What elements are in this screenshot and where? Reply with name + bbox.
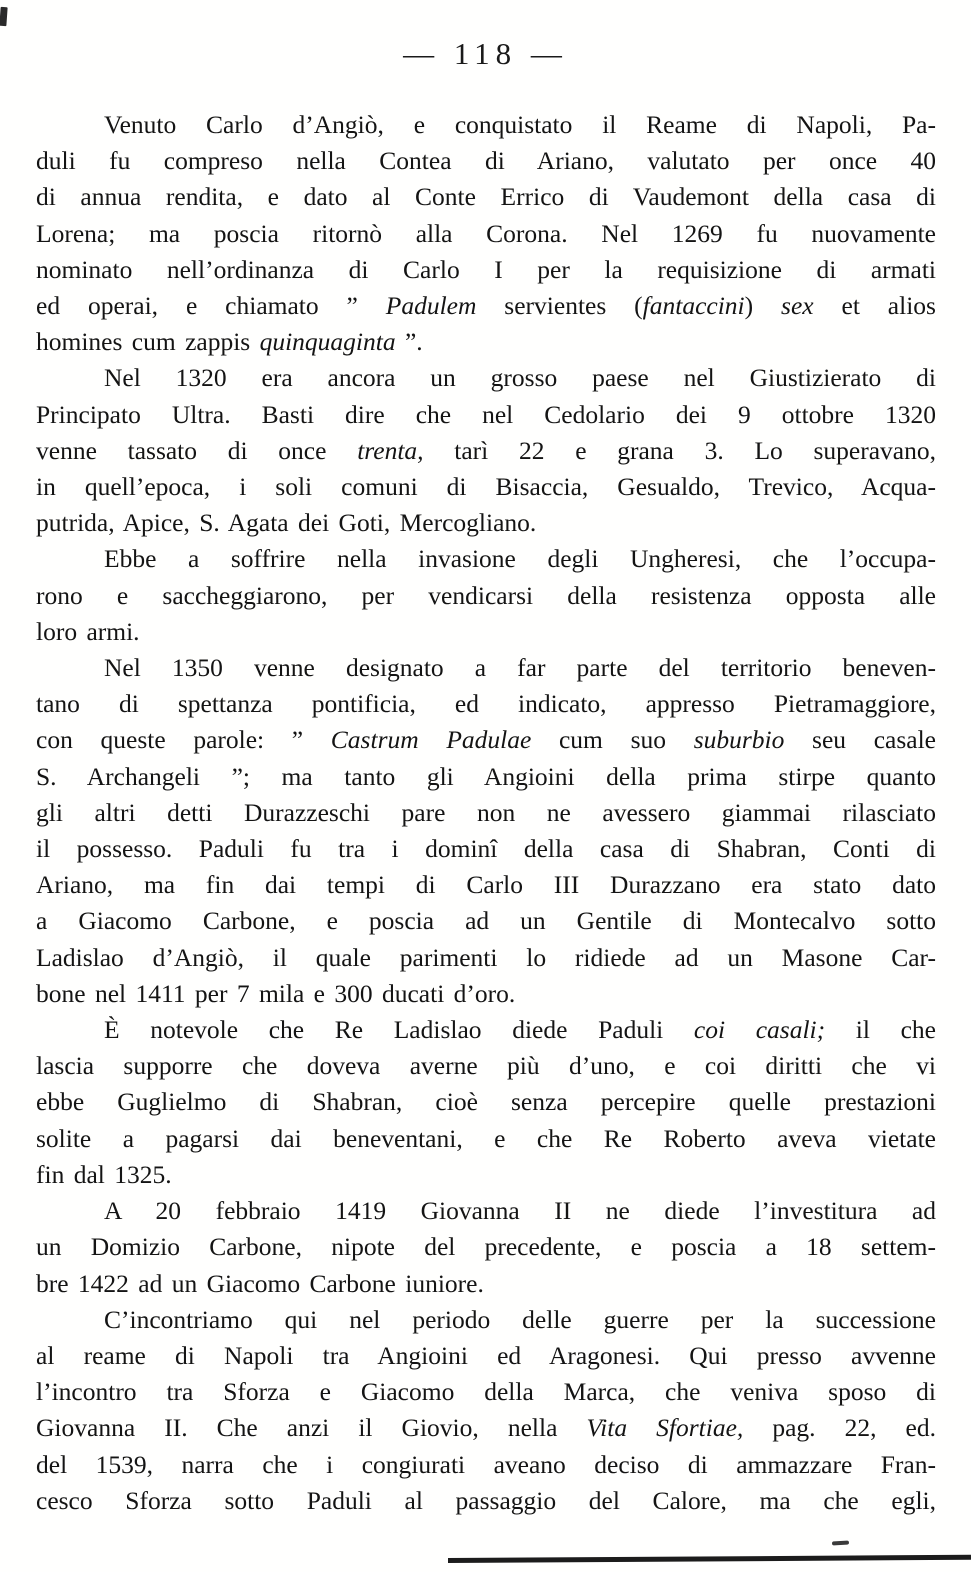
- text-segment: fin dal 1325.: [36, 1159, 172, 1189]
- text-segment: putrida, Apice, S. Agata dei Goti, Mercogliano.: [36, 508, 537, 538]
- italic-text-segment: Vita Sfortiae,: [586, 1413, 744, 1443]
- text-segment: gli altri detti Durazzeschi pare non ne avessero giammai rilasciato: [36, 797, 936, 827]
- text-segment: cum suo: [531, 725, 694, 755]
- text-line: [36, 903, 936, 939]
- text-segment: nominato nell’ordinanza di Carlo I per la requisizione di armati: [36, 254, 936, 284]
- text-line: [36, 143, 936, 179]
- text-segment: ): [744, 291, 782, 321]
- text-line: [36, 1302, 936, 1338]
- text-segment: servientes (: [476, 291, 643, 321]
- text-segment: solite a pagarsi dai beneventani, e che Re Roberto aveva vietate: [36, 1123, 936, 1153]
- text-line: [36, 469, 936, 505]
- text-segment: homines cum zappis: [36, 327, 260, 357]
- text-segment: S. Archangeli ”; ma tanto gli Angioini della prima stirpe quanto: [36, 761, 936, 791]
- text-segment: il che: [825, 1015, 936, 1045]
- text-line: [36, 505, 936, 541]
- text-segment: lascia supporre che doveva averne più d’uno, e coi diritti che vi: [36, 1051, 936, 1081]
- footnote-rule: [448, 1555, 971, 1563]
- text-segment: venne tassato di once: [36, 435, 358, 465]
- text-segment: C’incontriamo qui nel periodo delle guerre per la successione: [104, 1304, 936, 1334]
- text-line: [36, 1012, 936, 1048]
- text-line: [36, 722, 936, 758]
- italic-text-segment: Padulem: [385, 291, 477, 321]
- text-line: [36, 179, 936, 215]
- text-segment: Lorena; ma poscia ritornò alla Corona. Nel 1269 fu nuovamente: [36, 218, 936, 248]
- text-line: [36, 1048, 936, 1084]
- italic-text-segment: Castrum Padulae: [330, 725, 532, 755]
- text-segment: in quell’epoca, i soli comuni di Bisaccia, Gesualdo, Trevico, Acqua-: [36, 472, 936, 502]
- text-line: [36, 1338, 936, 1374]
- text-line: [36, 1374, 936, 1410]
- text-segment: seu casale: [784, 725, 937, 755]
- text-line: [36, 650, 936, 686]
- text-segment: del 1539, narra che i congiurati aveano deciso di ammazzare Fran-: [36, 1449, 936, 1479]
- text-line: [36, 216, 936, 252]
- text-segment: un Domizio Carbone, nipote del precedente, e poscia a 18 settem-: [36, 1232, 936, 1262]
- text-segment: A 20 febbraio 1419 Giovanna II ne diede l’investitura ad: [104, 1196, 936, 1226]
- text-line: [36, 578, 936, 614]
- text-line: [36, 433, 936, 469]
- italic-text-segment: sex: [781, 291, 814, 321]
- text-segment: Ariano, ma fin dai tempi di Carlo III Durazzano era stato dato: [36, 870, 936, 900]
- text-segment: tano di spettanza pontificia, ed indicato, appresso Pietramaggiore,: [36, 689, 936, 719]
- text-line: [36, 252, 936, 288]
- scan-artifact-dash: [832, 1541, 849, 1546]
- text-line: [36, 686, 936, 722]
- text-segment: di annua rendita, e dato al Conte Errico di Vaudemont della casa di: [36, 182, 936, 212]
- text-line: [36, 360, 936, 396]
- text-line: [36, 1483, 936, 1519]
- text-segment: È notevole che Re Ladislao diede Paduli: [104, 1015, 694, 1045]
- text-line: [36, 1229, 936, 1265]
- text-segment: Ladislao d’Angiò, il quale parimenti lo ridiede ad un Masone Car-: [36, 942, 936, 972]
- text-line: [36, 940, 936, 976]
- text-line: [36, 867, 936, 903]
- italic-text-segment: coi casali;: [693, 1015, 826, 1045]
- page-number: — 118 —: [403, 36, 568, 71]
- text-line: [36, 397, 936, 433]
- text-segment: Nel 1350 venne designato a far parte del territorio beneven-: [104, 653, 936, 683]
- text-line: [36, 1193, 936, 1229]
- italic-text-segment: trenta,: [357, 435, 424, 465]
- scan-artifact-ink-mark: [0, 7, 8, 26]
- text-line: [36, 795, 936, 831]
- text-line: [36, 976, 936, 1012]
- italic-text-segment: suburbio: [693, 725, 785, 755]
- text-segment: cesco Sforza sotto Paduli al passaggio del Calore, ma che egli,: [36, 1485, 936, 1515]
- text-segment: duli fu compreso nella Contea di Ariano, valutato per once 40: [36, 146, 936, 176]
- body-text: [36, 107, 936, 1519]
- text-line: [36, 759, 936, 795]
- text-segment: l’incontro tra Sforza e Giacomo della Marca, che veniva sposo di: [36, 1377, 936, 1407]
- text-segment: ebbe Guglielmo di Shabran, cioè senza percepire quelle prestazioni: [36, 1087, 936, 1117]
- text-segment: tarì 22 e grana 3. Lo superavano,: [423, 435, 937, 465]
- text-line: [36, 1266, 936, 1302]
- text-line: [36, 324, 936, 360]
- text-segment: bone nel 1411 per 7 mila e 300 ducati d’oro.: [36, 978, 516, 1008]
- text-line: [36, 1410, 936, 1446]
- italic-text-segment: quinquaginta: [259, 327, 396, 357]
- text-line: [36, 1084, 936, 1120]
- text-segment: pag. 22, ed.: [743, 1413, 936, 1443]
- italic-text-segment: fantaccini: [642, 291, 745, 321]
- text-segment: Principato Ultra. Basti dire che nel Cedolario dei 9 ottobre 1320: [36, 399, 936, 429]
- text-line: [36, 541, 936, 577]
- text-segment: Ebbe a soffrire nella invasione degli Ungheresi, che l’occupa-: [104, 544, 936, 574]
- text-segment: et alios: [813, 291, 936, 321]
- text-segment: Venuto Carlo d’Angiò, e conquistato il Reame di Napoli, Pa-: [104, 110, 936, 139]
- text-segment: con queste parole: ”: [36, 725, 331, 755]
- text-segment: Giovanna II. Che anzi il Giovio, nella: [36, 1413, 587, 1443]
- text-segment: ”.: [395, 327, 423, 357]
- text-line: [36, 1121, 936, 1157]
- text-line: [36, 107, 936, 143]
- text-segment: il possesso. Paduli fu tra i dominî della casa di Shabran, Conti di: [36, 834, 936, 864]
- text-segment: bre 1422 ad un Giacomo Carbone iuniore.: [36, 1268, 484, 1298]
- text-line: [36, 831, 936, 867]
- text-segment: ed operai, e chiamato ”: [36, 291, 386, 321]
- text-segment: al reame di Napoli tra Angioini ed Aragonesi. Qui presso avvenne: [36, 1340, 936, 1370]
- text-segment: loro armi.: [36, 616, 140, 646]
- text-segment: a Giacomo Carbone, e poscia ad un Gentile di Montecalvo sotto: [36, 906, 936, 936]
- text-line: [36, 288, 936, 324]
- text-line: [36, 1447, 936, 1483]
- text-segment: rono e saccheggiarono, per vendicarsi della resistenza opposta alle: [36, 580, 936, 610]
- text-line: [36, 614, 936, 650]
- text-line: [36, 1157, 936, 1193]
- text-segment: Nel 1320 era ancora un grosso paese nel Giustizierato di: [104, 363, 936, 393]
